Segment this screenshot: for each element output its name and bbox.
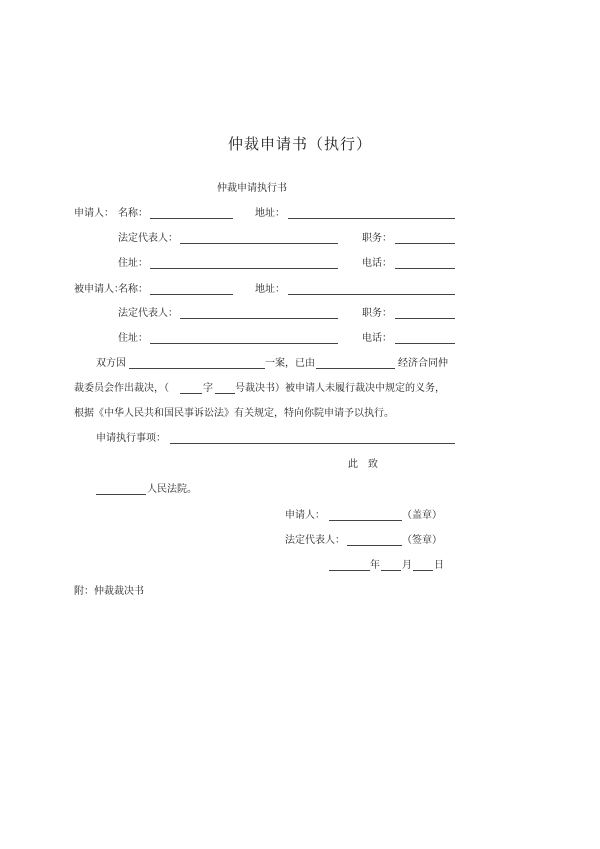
day-line [413,570,433,571]
arbitration-committee-line [316,368,395,369]
body-text-case: 一案，已由 [265,358,315,369]
legal-rep-sign-label: 法定代表人： [285,535,345,546]
applicant-position-label: 职务： [362,233,392,244]
applicant-sign-line [329,520,402,521]
applicant-address-line [288,218,455,219]
applicant-address-label: 地址： [255,208,285,219]
respect-text: 此 致 [348,459,378,470]
applicant-legal-rep-line [180,243,338,244]
body-text-char: 字 [203,383,213,394]
applicant-phone-line [395,268,455,269]
month-text: 月 [402,560,412,571]
respondent-address-label: 地址： [255,284,285,295]
applicant-sign-label: 申请人： [285,510,325,521]
respondent-residence-line [150,343,338,344]
case-line [129,368,265,369]
respondent-phone-line [395,343,455,344]
legal-rep-sign-line [347,545,402,546]
body-text-award: 裁委员会作出裁决，（ [74,383,169,394]
respondent-label: 被申请人： [74,284,124,295]
respondent-name-label: 名称： [118,284,148,295]
year-text: 年 [370,560,380,571]
award-number-line [215,393,235,394]
applicant-residence-label: 住址： [118,258,148,269]
month-line [381,570,401,571]
body-text-law: 根据《中华人民共和国民事诉讼法》有关规定，特向你院申请予以执行。 [74,408,394,419]
year-line [329,570,370,571]
document-subtitle: 仲裁申请执行书 [217,183,287,194]
applicant-legal-rep-label: 法定代表人： [118,233,178,244]
award-char-line [180,393,202,394]
applicant-position-line [395,243,455,244]
day-text: 日 [434,560,444,571]
respondent-phone-label: 电话： [362,333,392,344]
applicant-label: 申请人： [74,208,114,219]
matters-line [170,443,455,444]
attachment-text: 附：仲裁裁决书 [74,586,144,597]
body-text-committee: 经济合同仲 [398,358,448,369]
respondent-name-line [150,294,233,295]
body-text-obligation: 号裁决书）被申请人未履行裁决中规定的义务， [235,383,445,394]
matters-label: 申请执行事项： [96,433,166,444]
sign-text: （签章） [402,535,442,546]
seal-text: （盖章） [402,510,442,521]
body-text-cause: 双方因 [96,358,126,369]
applicant-phone-label: 电话： [362,258,392,269]
respondent-legal-rep-label: 法定代表人： [118,308,178,319]
court-name-line [96,494,146,495]
respondent-address-line [288,294,455,295]
respondent-position-line [395,318,455,319]
document-title: 仲裁申请书（执行） [227,135,372,153]
applicant-residence-line [150,268,338,269]
applicant-name-label: 名称： [118,208,148,219]
respondent-legal-rep-line [180,318,338,319]
respondent-residence-label: 住址： [118,333,148,344]
respondent-position-label: 职务： [362,308,392,319]
court-text: 人民法院。 [147,484,197,495]
applicant-name-line [150,218,233,219]
